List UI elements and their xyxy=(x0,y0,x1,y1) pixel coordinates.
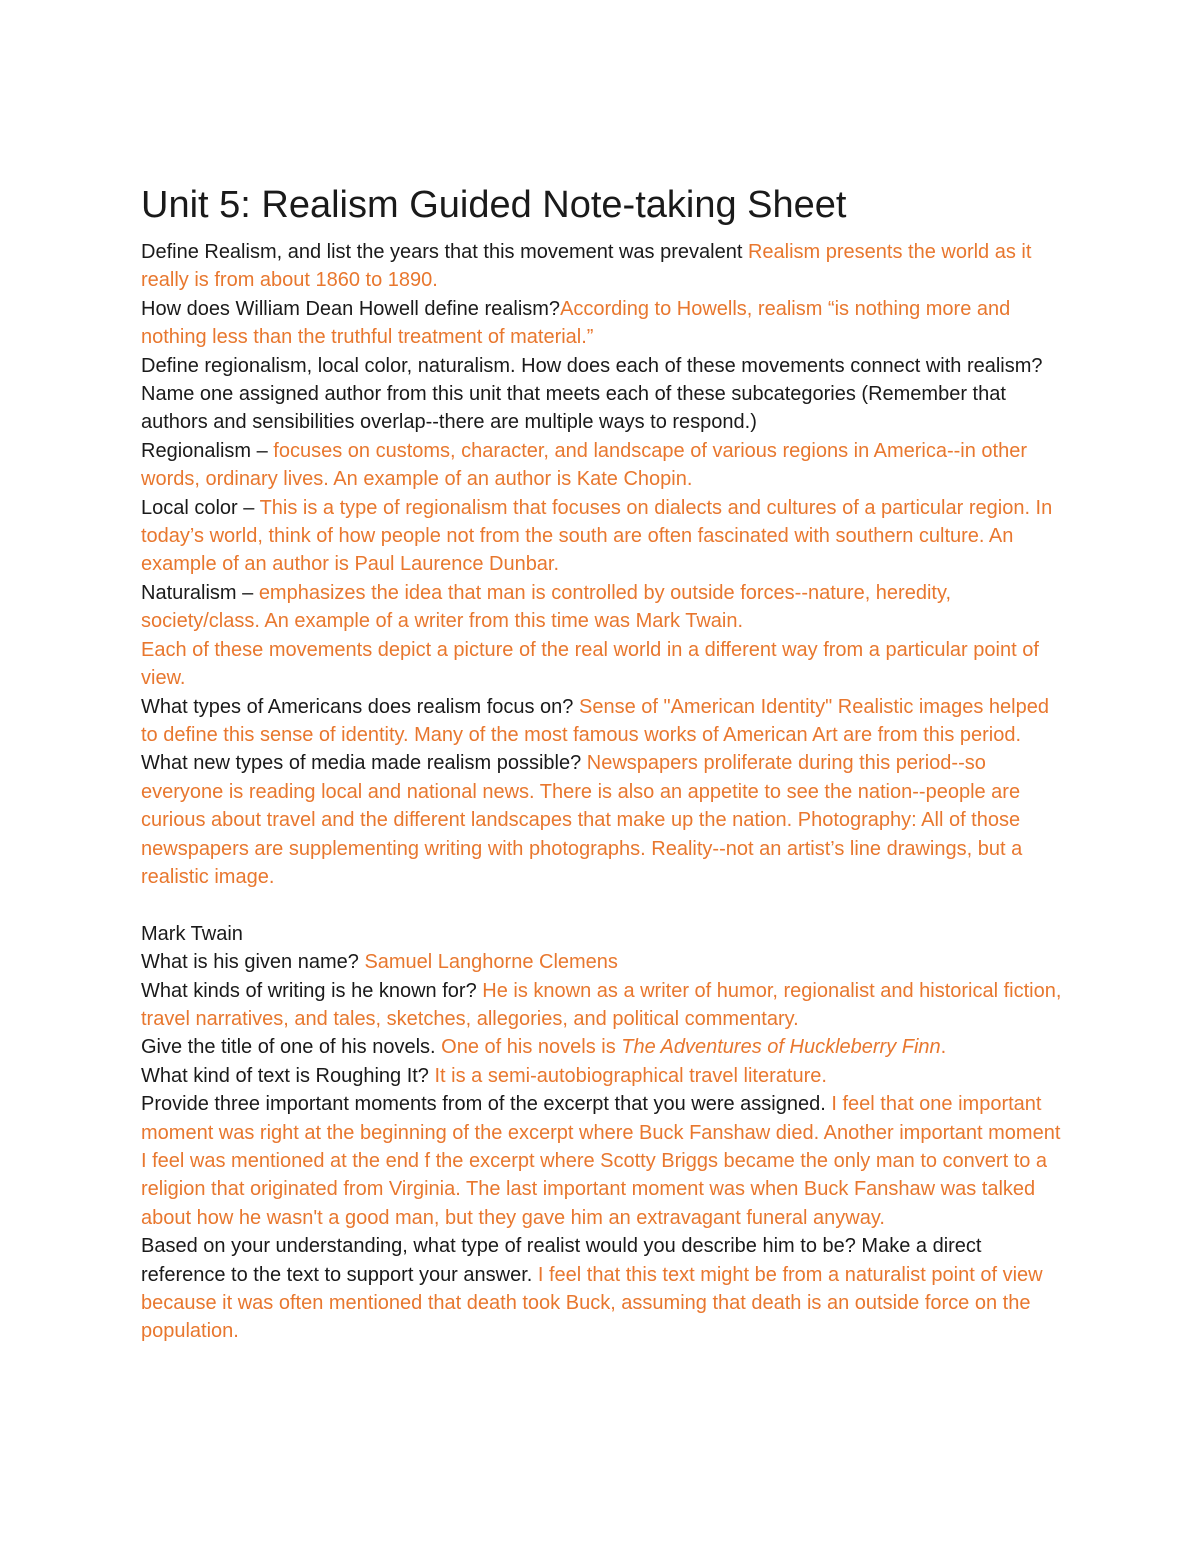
answer-text: Samuel Langhorne Clemens xyxy=(364,951,618,974)
answer-text: One of his novels is xyxy=(441,1036,622,1059)
answer-text: This is a type of regionalism that focuses on dialects and cultures of a particular region. In today’s world, think of how people not from the south are often fascinated with southern culture. An example of an author is Paul Laurence Dunbar. xyxy=(141,496,1053,576)
question-define-movements xyxy=(141,352,1071,437)
local-color-entry xyxy=(141,494,1071,579)
answer-text: He is known as a writer of humor, regionalist and historical fiction, travel narratives, and tales, sketches, allegories, and political commentary. xyxy=(141,979,1062,1030)
question-text: What types of Americans does realism focus on? xyxy=(141,695,579,718)
answer-text: emphasizes the idea that man is controlled by outside forces--nature, heredity, society/class. An example of a writer from this time was Mark Twain. xyxy=(141,581,952,633)
question-given-name xyxy=(141,948,1071,976)
regionalism-entry xyxy=(141,437,1071,494)
question-type-of-realist xyxy=(141,1232,1071,1346)
page-title: Unit 5: Realism Guided Note-taking Sheet xyxy=(141,184,847,226)
question-important-moments xyxy=(141,1090,1071,1232)
answer-text: I feel that one important moment was right at the beginning of the excerpt where Buck Fanshaw died. Another important moment I feel was mentioned at the end f the excerpt where Scotty Briggs became the only man to convert to a religion that originated from Virginia. The last important moment was when Buck Fanshaw was talked about how he wasn't a good man, but they gave him an extravagant funeral anyway. xyxy=(141,1093,1061,1229)
movements-summary: Each of these movements depict a picture of the real world in a different way from a particular point of view. xyxy=(141,638,1039,690)
answer-text: It is a semi-autobiographical travel literature. xyxy=(434,1064,827,1087)
naturalism-entry xyxy=(141,579,1071,636)
term-label: Regionalism – xyxy=(141,439,274,462)
question-text: What new types of media made realism possible? xyxy=(141,752,587,775)
question-novel-title xyxy=(141,1033,1071,1061)
blank-line xyxy=(141,891,1071,919)
question-text: What kind of text is Roughing It? xyxy=(141,1064,435,1087)
question-text: What kinds of writing is he known for? xyxy=(141,979,483,1002)
question-text: Define Realism, and list the years that this movement was prevalent xyxy=(141,241,748,263)
question-roughing-it xyxy=(141,1062,1071,1090)
answer-text: Sense of "American Identity" Realistic images helped to define this sense of identity. Many of the most famous works of American Art are from this period. xyxy=(141,695,1049,746)
answer-text: According to Howells, realism “is nothing more and nothing less than the truthful treatment of material.” xyxy=(141,297,1011,349)
question-text: Based on your understanding, what type of realist would you describe him to be? Make a direct reference to the text to support your answer. xyxy=(141,1235,982,1286)
answer-text: Realism presents the world as it really is from about 1860 to 1890. xyxy=(141,241,1032,292)
answer-suffix: . xyxy=(940,1036,947,1059)
question-text: How does William Dean Howell define realism? xyxy=(141,297,561,320)
document-page xyxy=(141,176,1071,1346)
novel-title: The Adventures of Huckleberry Finn xyxy=(621,1036,941,1059)
question-howell-definition xyxy=(141,295,1071,352)
section-heading-mark-twain: Mark Twain xyxy=(141,922,243,945)
answer-text: Newspapers proliferate during this period--so everyone is reading local and national news. There is also an appetite to see the nation--people are curious about travel and the different landscapes that make up the nation. Photography: All of those newspapers are supplementing writing with photographs. Reality--not an artist’s line drawings, but a realistic image. xyxy=(141,752,1023,888)
question-types-of-americans xyxy=(141,693,1071,750)
question-text: Define regionalism, local color, naturalism. How does each of these movements connect with realism? Name one assigned author from this unit that meets each of these subcategories (Remember that authors and sensibilities overlap--there are multiple ways to respond.) xyxy=(141,354,1043,434)
question-define-realism xyxy=(141,238,1071,295)
answer-text: focuses on customs, character, and landscape of various regions in America--in other words, ordinary lives. An example of an author is Kate Chopin. xyxy=(141,439,1028,491)
term-label: Local color – xyxy=(141,496,260,519)
question-text: Provide three important moments from of the excerpt that you were assigned. xyxy=(141,1093,832,1116)
answer-text: I feel that this text might be from a naturalist point of view because it was often mentioned that death took Buck, assuming that death is an outside force on the population. xyxy=(141,1263,1043,1343)
question-new-media xyxy=(141,749,1071,891)
question-text: What is his given name? xyxy=(141,951,365,974)
term-label: Naturalism – xyxy=(141,581,259,604)
question-writing-known-for xyxy=(141,977,1071,1034)
question-text: Give the title of one of his novels. xyxy=(141,1036,442,1059)
